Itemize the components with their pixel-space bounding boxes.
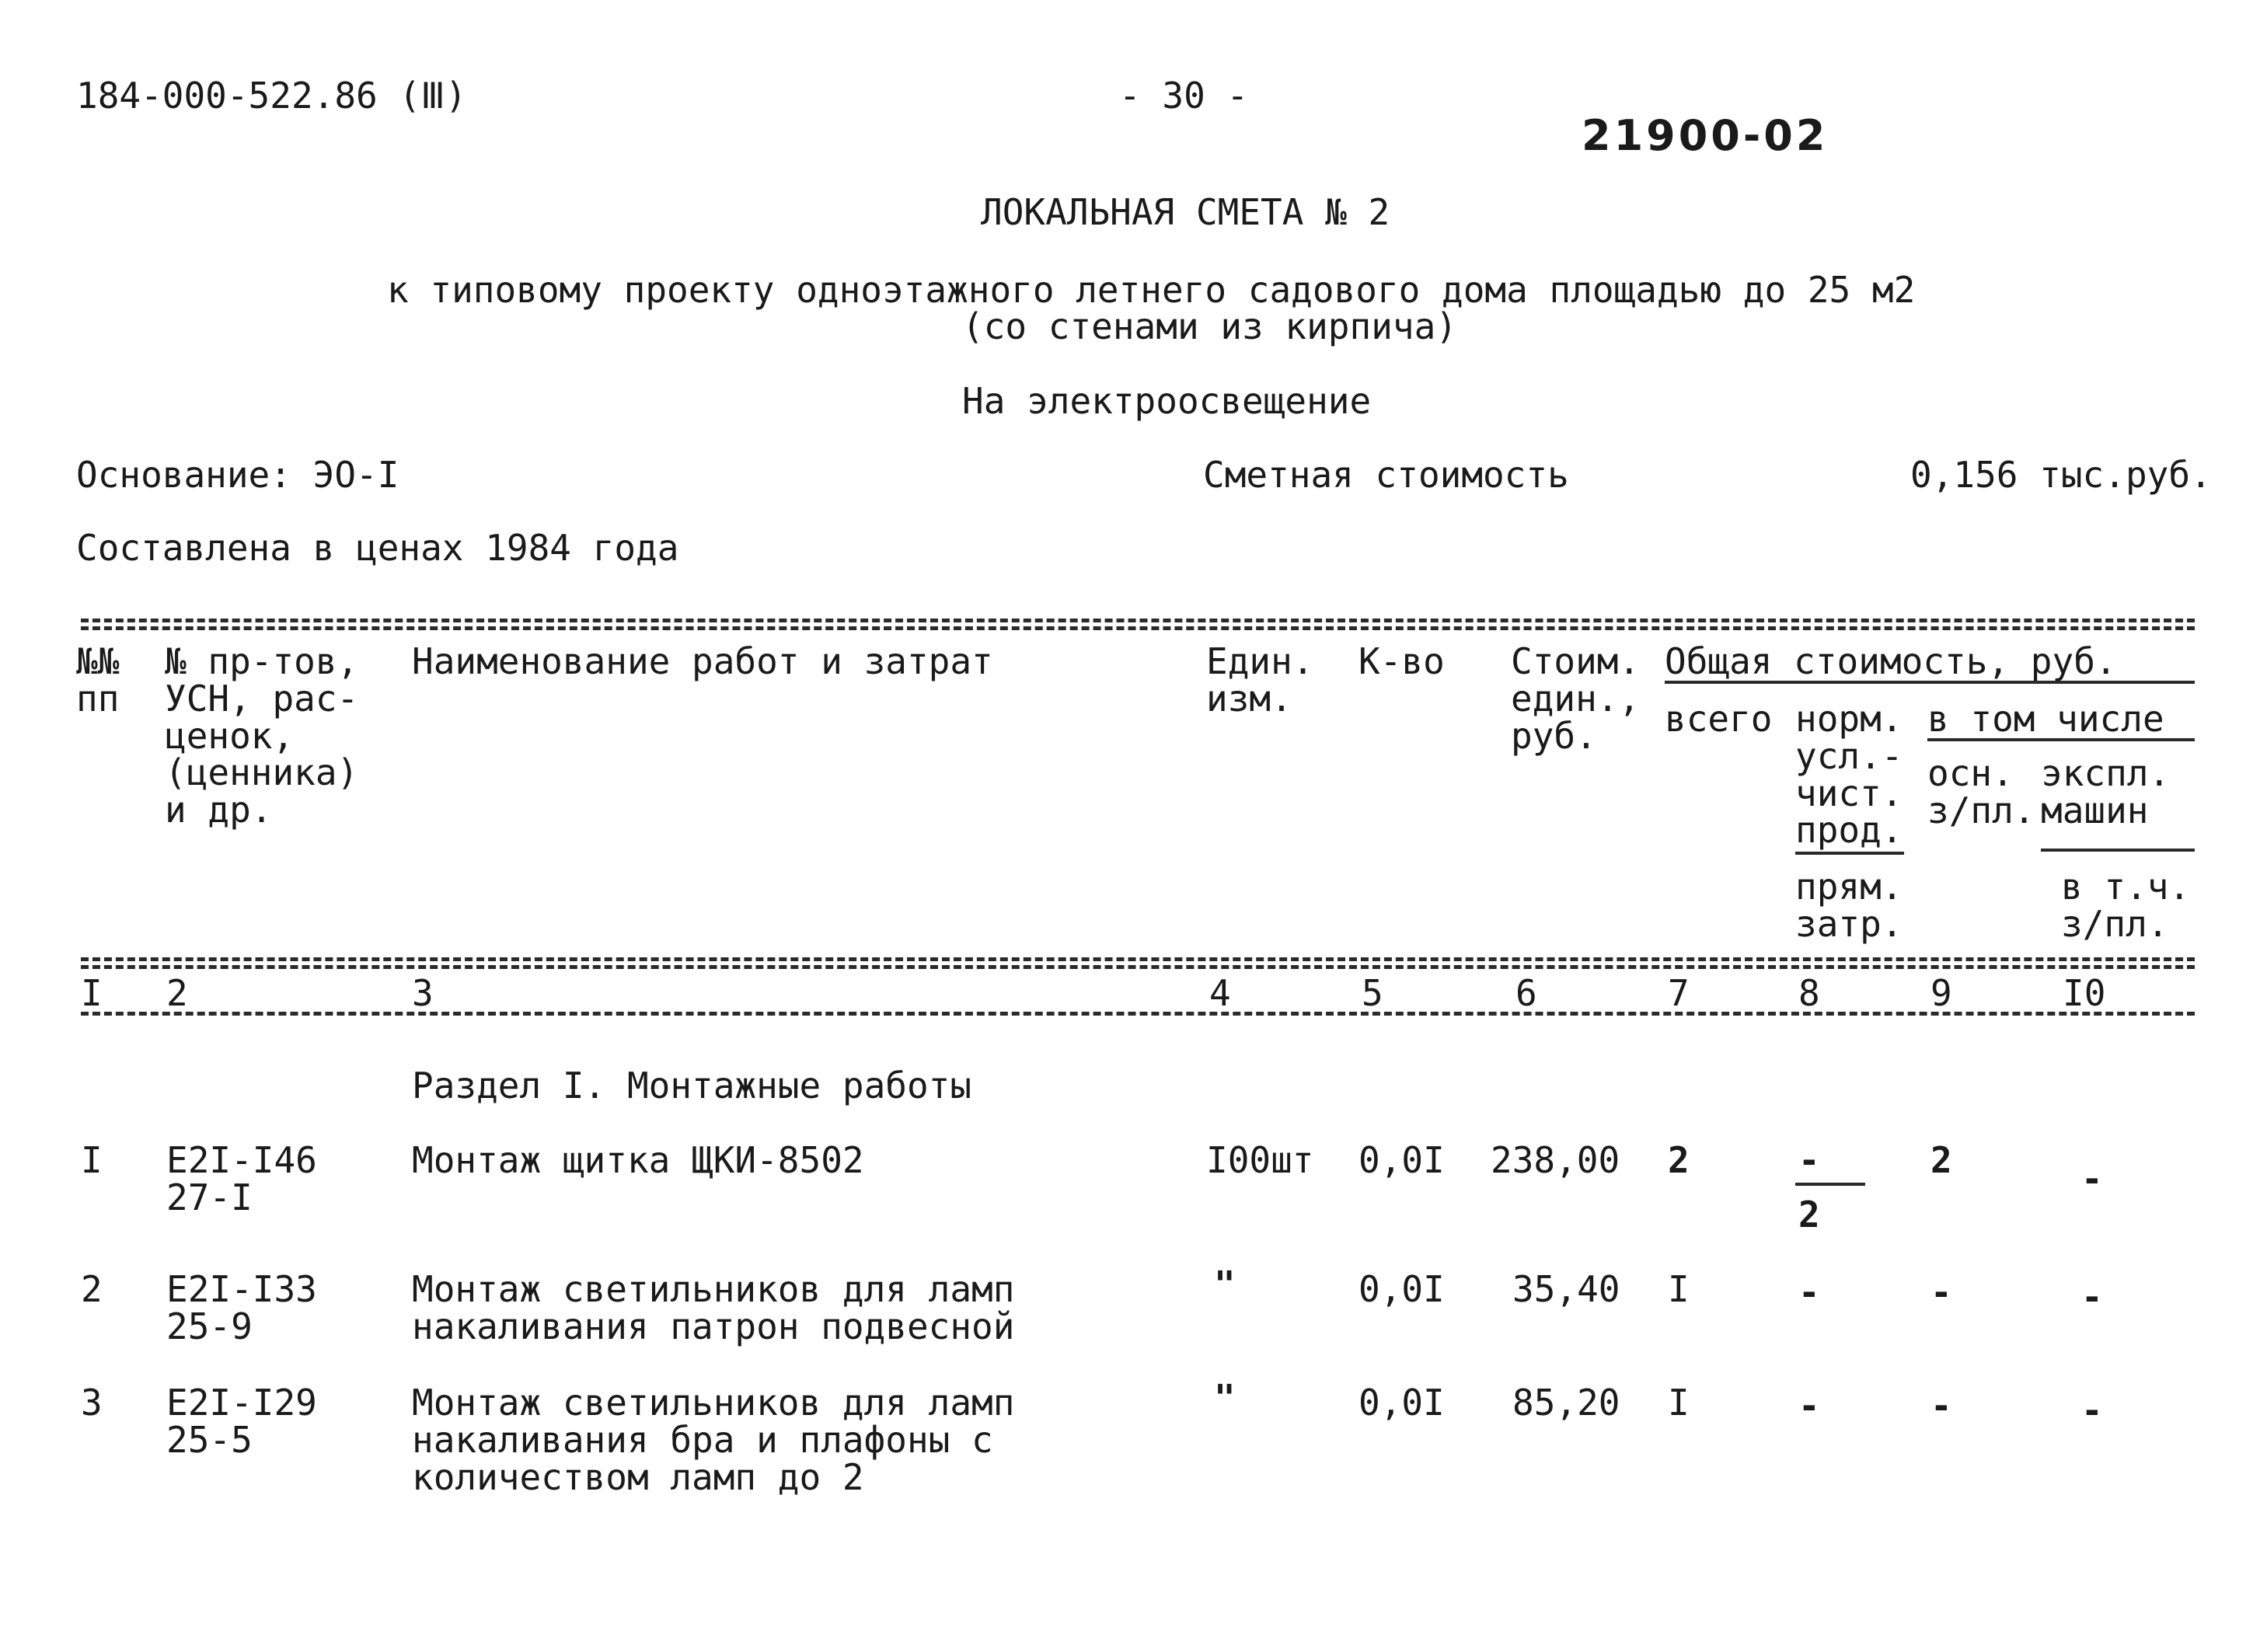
column-number-10: I0 [2063, 972, 2106, 1014]
header-col-5: К-во [1358, 640, 1445, 682]
row-3-code: Е2I-I29 25-5 [166, 1382, 317, 1461]
row-2-col-8: - [1798, 1271, 1820, 1313]
column-number-7: 7 [1668, 972, 1690, 1014]
header-total-cost: Общая стоимость, руб. [1665, 640, 2117, 682]
header-bottom-rule [81, 957, 2195, 961]
estimate-cost-label: Сметная стоимость [1203, 454, 1569, 496]
handwritten-stamp-number: 21900-02 [1582, 111, 1829, 160]
row-1-col-8-bottom: 2 [1798, 1194, 1820, 1236]
document-subtitle: к типовому проекту одноэтажного летнего садового дома площадью до 25 м2 [387, 269, 1916, 311]
header-bottom-rule-2 [81, 965, 2195, 969]
header-col-4: Един. изм. [1206, 640, 1314, 720]
estimate-cost-value: 0,156 тыс.руб. [1910, 454, 2212, 496]
header-col-8-underline [1795, 852, 1904, 855]
document-title: ЛОКАЛЬНАЯ СМЕТА № 2 [981, 191, 1390, 233]
header-col-8-top: норм. усл.- чист. прод. [1795, 698, 1903, 852]
column-number-4: 4 [1209, 972, 1231, 1014]
section-title: Раздел I. Монтажные работы [412, 1065, 972, 1107]
row-1-code: Е2I-I46 27-I [166, 1139, 317, 1218]
header-col-10-top: экспл. машин [2041, 752, 2171, 831]
row-1-qty: 0,0I [1358, 1139, 1445, 1181]
header-col-1: №№ пп [76, 640, 120, 720]
header-col-6: Стоим. един., руб. [1511, 640, 1641, 757]
row-3-unit-cost: 85,20 [1512, 1382, 1620, 1424]
row-3-unit: " [1214, 1377, 1236, 1419]
table-top-rule-2 [81, 626, 2195, 630]
price-basis: Составлена в ценах 1984 года [76, 527, 679, 569]
row-3-total: I [1668, 1382, 1690, 1424]
row-1-col-8-fraction-line [1795, 1183, 1865, 1186]
row-2-qty: 0,0I [1358, 1268, 1445, 1310]
row-2-total: I [1668, 1268, 1690, 1310]
estimate-section-title: На электроосвещение [962, 380, 1372, 422]
table-top-rule [81, 619, 2195, 622]
row-1-col-10: - [2081, 1158, 2103, 1200]
header-col-3: Наименование работ и затрат [412, 640, 993, 682]
row-1-name: Монтаж щитка ЩКИ-8502 [412, 1139, 864, 1181]
header-incl-underline [1927, 738, 2195, 741]
row-1-unit: I00шт [1206, 1139, 1314, 1181]
column-number-8: 8 [1798, 972, 1820, 1014]
column-number-3: 3 [412, 972, 434, 1014]
basis-label: Основание: ЭО-I [76, 454, 399, 496]
row-1-col-8-top: - [1798, 1139, 1820, 1181]
document-code: 184-000-522.86 (Ⅲ) [76, 75, 467, 117]
row-1-col-9: 2 [1930, 1139, 1952, 1181]
header-col-10-underline [2041, 849, 2195, 852]
header-col-2: № пр-тов, УСН, рас- ценок, (ценника) и др. [165, 640, 359, 831]
row-2-col-10: - [2081, 1276, 2103, 1318]
row-2-name: Монтаж светильников для ламп накаливания патрон подвесной [412, 1268, 1015, 1347]
row-2-num: 2 [81, 1268, 103, 1310]
row-3-col-8: - [1798, 1385, 1820, 1427]
document-subtitle-2: (со стенами из кирпича) [962, 305, 1457, 347]
header-col-7: всего [1665, 698, 1773, 740]
row-2-code: Е2I-I33 25-9 [166, 1268, 317, 1347]
header-col-9: осн. з/пл. [1927, 752, 2035, 831]
row-3-col-9: - [1930, 1385, 1952, 1427]
row-2-unit: " [1214, 1263, 1236, 1305]
row-1-unit-cost: 238,00 [1491, 1139, 1620, 1181]
row-3-name: Монтаж светильников для ламп накаливания бра и плафоны с количеством ламп до 2 [412, 1382, 1015, 1498]
column-numbers-rule [81, 1012, 2195, 1016]
header-col-10-bottom: в т.ч. з/пл. [2061, 866, 2191, 945]
column-number-9: 9 [1930, 972, 1952, 1014]
column-number-5: 5 [1362, 972, 1383, 1014]
header-col-8-bottom: прям. затр. [1795, 866, 1903, 945]
column-number-2: 2 [166, 972, 188, 1014]
row-3-col-10: - [2081, 1389, 2103, 1431]
row-2-col-9: - [1930, 1271, 1952, 1313]
header-total-cost-underline [1665, 681, 2195, 684]
header-incl: в том числе [1927, 698, 2164, 740]
row-1-total: 2 [1668, 1139, 1690, 1181]
column-number-1: I [81, 972, 103, 1014]
row-2-unit-cost: 35,40 [1512, 1268, 1620, 1310]
row-3-num: 3 [81, 1382, 103, 1424]
column-number-6: 6 [1515, 972, 1537, 1014]
row-1-num: I [81, 1139, 103, 1181]
page-number: - 30 - [1119, 75, 1249, 117]
row-3-qty: 0,0I [1358, 1382, 1445, 1424]
